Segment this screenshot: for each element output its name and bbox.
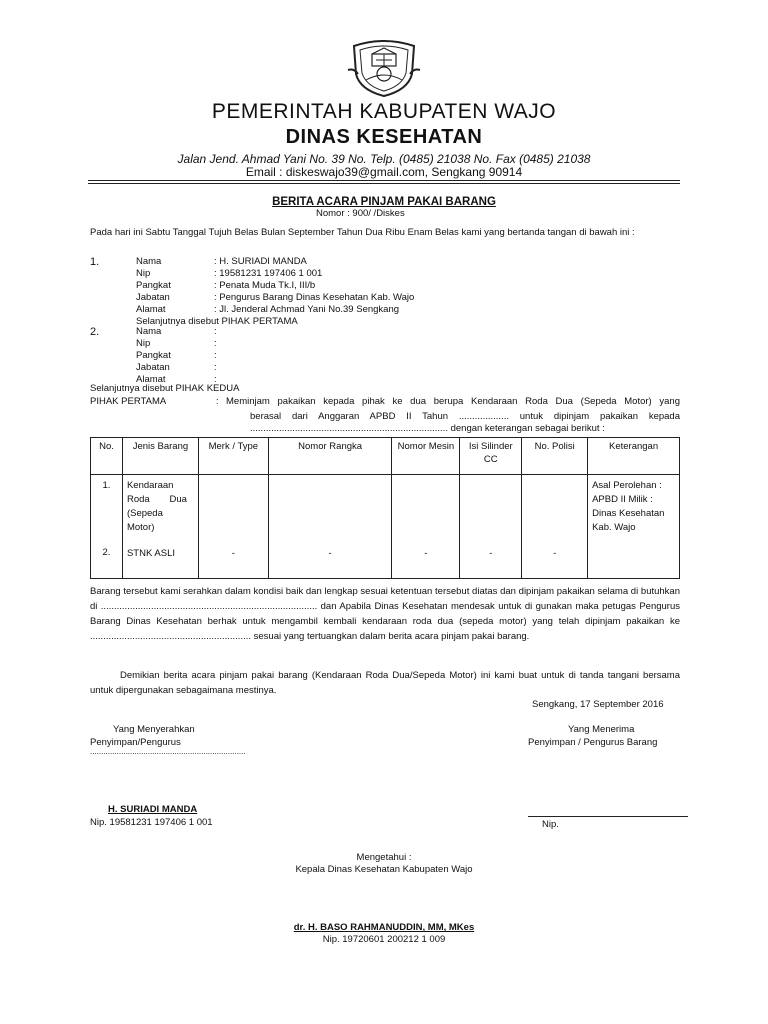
col-header-keterangan: Keterangan xyxy=(588,438,680,475)
closing-paragraph-text: Demikian berita acara pinjam pakai barang (Kendaraan Roda Dua/Sepeda Motor) ini kami buat untuk di tanda tangani bersama untuk dipergunakan sebagaimana mestinya. xyxy=(90,670,680,696)
col-header-merk: Merk / Type xyxy=(198,438,268,475)
closing-paragraph xyxy=(90,668,680,698)
row-2-merk: - xyxy=(231,548,235,559)
statement-line-3: ........................................................................... dengan keterangan sebagai berikut : xyxy=(250,423,605,434)
intro-paragraph: Pada hari ini Sabtu Tanggal Tujuh Belas Bulan September Tahun Dua Ribu Enam Belas kami yang bertanda tangan di bawah ini : xyxy=(90,227,635,238)
statement-line-2: berasal dari Anggaran APBD II Tahun ................... untuk dipinjam pakaikan kepada xyxy=(250,411,680,422)
statement-line-1: Meminjam pakaikan kepada pihak ke dua berupa Kendaraan Roda Dua (Sepeda Motor) yang xyxy=(226,396,680,407)
row-1-no: 1. xyxy=(102,480,111,491)
row-2-cc: - xyxy=(489,548,493,559)
party-one-row: Pangkat : Penata Muda Tk.I, III/b xyxy=(136,280,316,291)
party-two-note: Selanjutnya disebut PIHAK KEDUA xyxy=(90,383,240,394)
party-two-row: Alamat : xyxy=(136,374,217,385)
regency-crest-logo xyxy=(346,40,422,98)
party-one-row: Nama : H. SURIADI MANDA xyxy=(136,256,307,267)
party-one-row: Alamat : Jl. Jenderal Achmad Yani No.39 Sengkang xyxy=(136,304,400,315)
col-header-no: No. xyxy=(91,438,123,475)
header-agency: DINAS KESEHATAN xyxy=(285,126,483,148)
row-1-polisi xyxy=(526,479,583,493)
col-header-rangka: Nomor Rangka xyxy=(268,438,392,475)
giver-name: H. SURIADI MANDA xyxy=(108,804,198,815)
signature-date: Sengkang, 17 September 2016 xyxy=(532,699,664,710)
header-divider xyxy=(88,180,680,181)
receiver-nip: Nip. xyxy=(542,819,559,830)
header-divider-thin xyxy=(88,183,680,184)
col-header-jenis: Jenis Barang xyxy=(122,438,198,475)
handover-paragraph: Barang tersebut kami serahkan dalam kondisi baik dan lengkap sesuai ketentuan tersebut diatas dan dipinjam pakaikan selama di butuhkan di .................................................................................. dan Apabila Dinas Kesehatan mendesak untuk di gunakan maka petugas Pengurus Barang Dinas Kesehatan berhak untuk mengambil kembali kendaraan roda dua (sepeda motor) yang telah dipinjam pakaikan ke ............................................................. sesuai yang tertuangkan dalam berita acara pinjam pakai barang. xyxy=(90,586,680,642)
party-two-row: Jabatan : xyxy=(136,362,217,373)
row-2-jenis: STNK ASLI xyxy=(126,548,176,559)
receiver-signature-line xyxy=(528,816,688,817)
row-1-cc xyxy=(464,479,517,493)
row-1-jenis: Kendaraan Roda Dua (Sepeda Motor) xyxy=(126,480,187,533)
row-2-mesin: - xyxy=(424,548,428,559)
col-header-mesin: Nomor Mesin xyxy=(392,438,460,475)
table-header-row xyxy=(91,438,680,475)
row-2-polisi: - xyxy=(553,548,557,559)
head-name: dr. H. BASO RAHMANUDDIN, MM, MKes xyxy=(293,922,475,933)
party-two-row: Nip : xyxy=(136,338,217,349)
col-header-polisi: No. Polisi xyxy=(522,438,588,475)
row-1-merk xyxy=(203,479,264,493)
party-one-note: Selanjutnya disebut PIHAK PERTAMA xyxy=(136,316,298,327)
row-1-rangka xyxy=(273,479,388,493)
document-number: Nomor : 900/ /Diskes xyxy=(316,208,405,219)
party-two-row: Pangkat : xyxy=(136,350,217,361)
party-one-number: 1. xyxy=(90,256,100,268)
document-title: BERITA ACARA PINJAM PAKAI BARANG xyxy=(272,196,496,208)
giver-role: Penyimpan/Pengurus xyxy=(90,737,181,748)
party-two-number: 2. xyxy=(90,326,100,338)
table-row xyxy=(91,475,680,579)
party-one-row: Nip : 19581231 197406 1 001 xyxy=(136,268,323,279)
head-nip: Nip. 19720601 200212 1 009 xyxy=(322,934,446,945)
receiver-role: Penyimpan / Pengurus Barang xyxy=(528,737,658,748)
giver-nip: Nip. 19581231 197406 1 001 xyxy=(90,817,213,828)
header-address: Jalan Jend. Ahmad Yani No. 39 No. Telp. (0485) 21038 No. Fax (0485) 21038 xyxy=(177,152,591,166)
col-header-cc: Isi Silinder CC xyxy=(460,438,522,475)
receiver-title: Yang Menerima xyxy=(568,724,635,735)
party-two-row: Nama : xyxy=(136,326,217,337)
row-2-rangka: - xyxy=(328,548,332,559)
giver-title: Yang Menyerahkan xyxy=(113,724,195,735)
statement-colon: : xyxy=(216,396,219,407)
party-one-row: Jabatan : Pengurus Barang Dinas Kesehatan Kab. Wajo xyxy=(136,292,415,303)
acknowledged-title: Mengetahui : xyxy=(356,852,412,863)
statement-label: PIHAK PERTAMA xyxy=(90,396,167,407)
acknowledged-role: Kepala Dinas Kesehatan Kabupaten Wajo xyxy=(295,864,473,875)
giver-dots: ...................................................................... xyxy=(90,747,246,756)
row-2-no: 2. xyxy=(102,547,111,558)
items-table xyxy=(90,437,680,579)
header-government: PEMERINTAH KABUPATEN WAJO xyxy=(211,100,557,123)
header-email: Email : diskeswajo39@gmail.com, Sengkang 90914 xyxy=(245,165,523,179)
row-1-mesin xyxy=(396,479,455,493)
row-1-keterangan: Asal Perolehan : APBD II Milik : Dinas Kesehatan Kab. Wajo xyxy=(592,480,665,533)
